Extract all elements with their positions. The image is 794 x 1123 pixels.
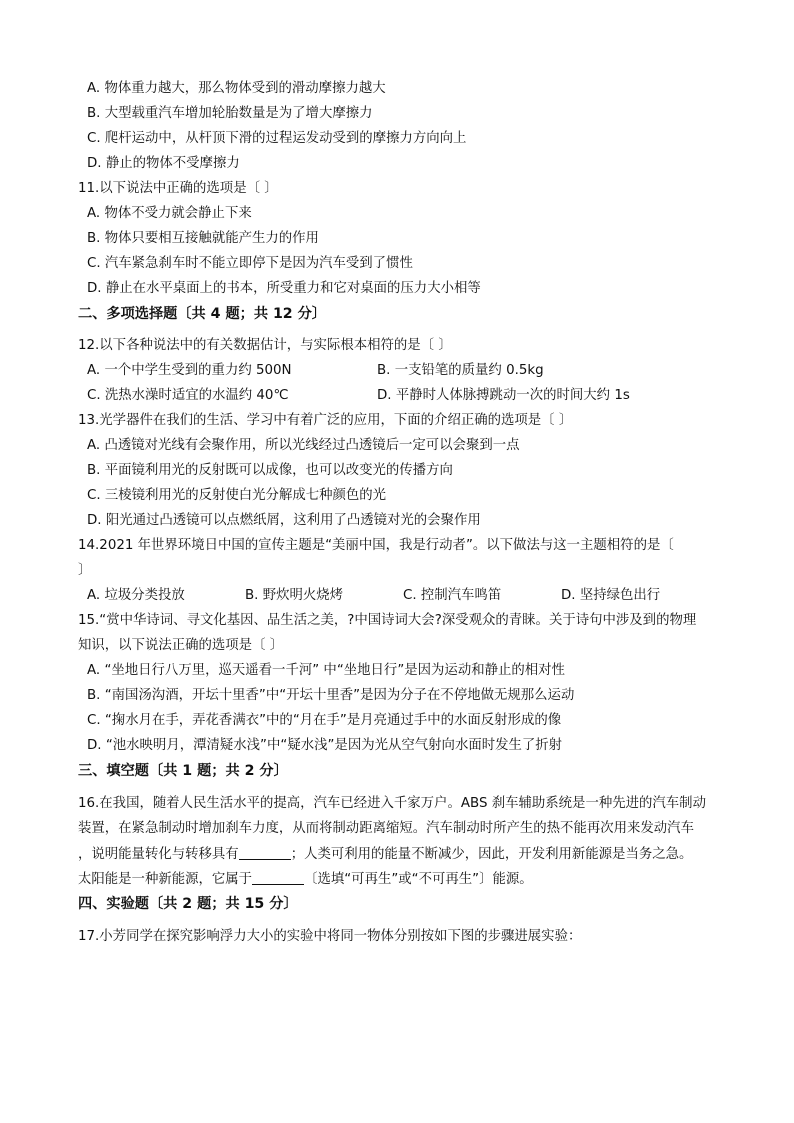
section-experiment: 四、实验题〔共 2 题；共 15 分〕 xyxy=(78,896,298,912)
q12-stem: 12.以下各种说法中的有关数据估计，与实际根本相符的是〔 〕 xyxy=(78,338,452,353)
q12-option-c: C. 洗热水澡时适宜的水温约 40℃ xyxy=(87,388,289,403)
q16-line4 xyxy=(78,870,718,889)
q12-option-a: A. 一个中学生受到的重力约 500N xyxy=(87,363,292,378)
q14-options-row xyxy=(87,587,727,605)
q13-option-b: B. 平面镜利用光的反射既可以成像，也可以改变光的传播方向 xyxy=(87,463,453,478)
q13-stem: 13.光学器件在我们的生活、学习中有着广泛的应用，下面的介绍正确的选项是〔 〕 xyxy=(78,413,573,428)
q12-option-d: D. 平静时人体脉搏跳动一次的时间大约 1s xyxy=(377,388,630,403)
q12-option-b: B. 一支铅笔的质量约 0.5kg xyxy=(377,363,544,378)
q15-option-b: B. “南国汤沟酒，开坛十里香”中“开坛十里香”是因为分子在不停地做无规那么运动 xyxy=(87,688,575,703)
answer-blank-1[interactable] xyxy=(239,845,291,860)
answer-blank-2[interactable] xyxy=(252,870,304,885)
q11-option-d: D. 静止在水平桌面上的书本，所受重力和它对桌面的压力大小相等 xyxy=(87,281,481,296)
q16-line3-end: ；人类可利用的能量不断减少，因此，开发利用新能源是当务之急。 xyxy=(290,847,693,862)
q15-stem-line1: 15.“赏中华诗词、寻文化基因、品生活之美，?中国诗词大会?深受观众的青睐。关于诗句中涉及到的物理 xyxy=(78,613,697,628)
q14-stem-line1: 14.2021 年世界环境日中国的宣传主题是“美丽中国，我是行动者”。以下做法与这一主题相符的是〔 xyxy=(78,538,674,553)
q11-option-a: A. 物体不受力就会静止下来 xyxy=(87,206,252,221)
q10-option-a: A. 物体重力越大，那么物体受到的滑动摩擦力越大 xyxy=(87,81,386,96)
q11-option-c: C. 汽车紧急刹车时不能立即停下是因为汽车受到了惯性 xyxy=(87,256,413,271)
q15-option-d: D. “池水映明月，潭清疑水浅”中“疑水浅”是因为光从空气射向水面时发生了折射 xyxy=(87,738,563,753)
q14-option-a: A. 垃圾分类投放 xyxy=(87,588,185,603)
section-multiple-choice: 二、多项选择题〔共 4 题；共 12 分〕 xyxy=(78,306,326,322)
q16-line3-start: ，说明能量转化与转移具有 xyxy=(78,847,239,862)
q10-option-d: D. 静止的物体不受摩擦力 xyxy=(87,156,240,171)
q16-line4-start: 太阳能是一种新能源，它属于 xyxy=(78,872,253,887)
q15-option-a: A. “坐地日行八万里，巡天遥看一千河” 中“坐地日行”是因为运动和静止的相对性 xyxy=(87,663,565,678)
q10-option-b: B. 大型载重汽车增加轮胎数量是为了增大摩擦力 xyxy=(87,106,373,121)
q15-option-c: C. “掬水月在手，弄花香满衣”中的“月在手”是月亮通过手中的水面反射形成的像 xyxy=(87,713,562,728)
q14-option-c: C. 控制汽车鸣笛 xyxy=(403,588,502,603)
q16-line2: 装置，在紧急制动时增加刹车力度，从而将制动距离缩短。汽车制动时所产生的热不能再次用来发动汽车 xyxy=(78,821,694,836)
section-fill-blank: 三、填空题〔共 1 题；共 2 分〕 xyxy=(78,763,288,779)
q11-stem: 11.以下说法中正确的选项是〔 〕 xyxy=(78,181,278,196)
q16-line4-end: 〔选填“可再生”或“不可再生”〕能源。 xyxy=(304,872,533,887)
q13-option-a: A. 凸透镜对光线有会聚作用，所以光线经过凸透镜后一定可以会聚到一点 xyxy=(87,438,520,453)
q13-option-d: D. 阳光通过凸透镜可以点燃纸屑，这利用了凸透镜对光的会聚作用 xyxy=(87,513,481,528)
q16-line1: 16.在我国，随着人民生活水平的提高，汽车已经进入千家万户。ABS 刹车辅助系统是一种先进的汽车制动 xyxy=(78,796,706,811)
q16-line3 xyxy=(78,845,718,864)
q13-option-c: C. 三棱镜利用光的反射使白光分解成七种颜色的光 xyxy=(87,488,387,503)
q15-stem-line2: 知识，以下说法正确的选项是〔 〕 xyxy=(78,638,284,653)
q11-option-b: B. 物体只要相互接触就能产生力的作用 xyxy=(87,231,319,246)
q12-options-row2 xyxy=(87,387,727,405)
q14-option-b: B. 野炊明火烧烤 xyxy=(245,588,344,603)
q17-stem: 17.小芳同学在探究影响浮力大小的实验中将同一物体分别按如下图的步骤进展实验： xyxy=(78,929,582,944)
q10-option-c: C. 爬杆运动中，从杆顶下滑的过程运发动受到的摩擦力方向向上 xyxy=(87,131,467,146)
q14-stem-line2: 〕 xyxy=(78,563,92,578)
q12-options-row1 xyxy=(87,362,727,380)
q14-option-d: D. 坚持绿色出行 xyxy=(561,588,661,603)
